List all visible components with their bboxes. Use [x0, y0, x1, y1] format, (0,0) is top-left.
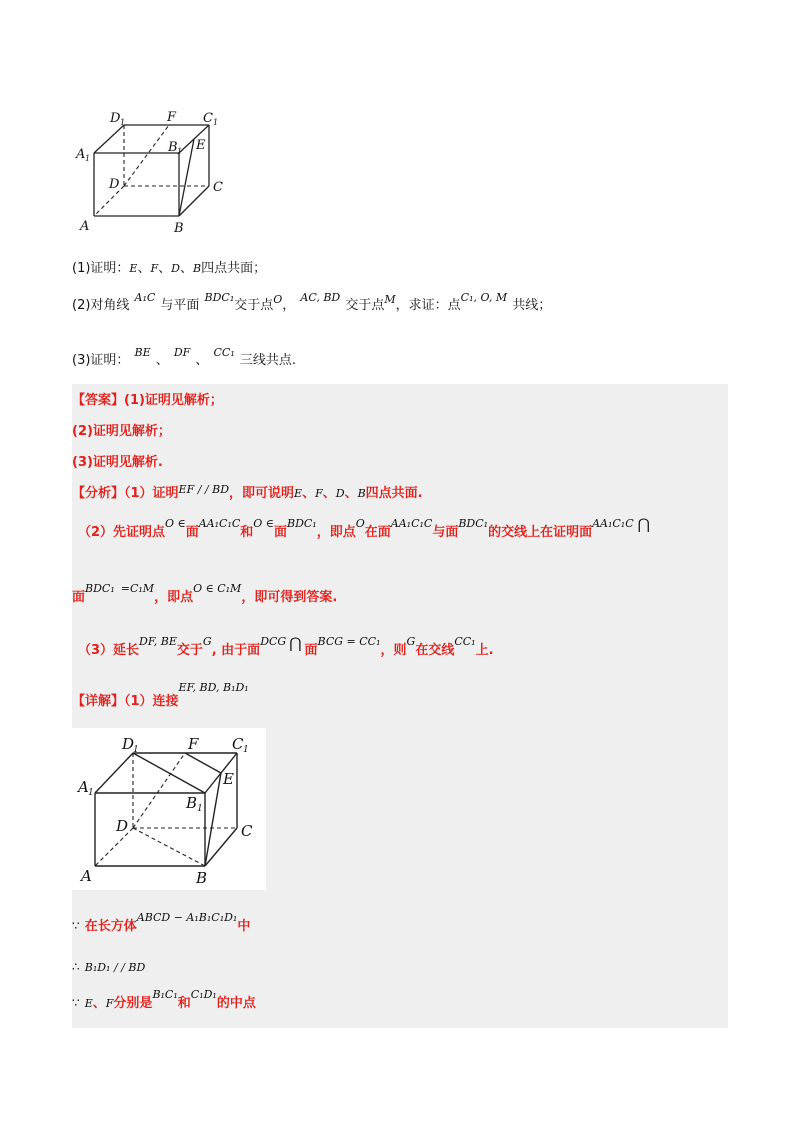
q3-prefix: (3)证明： [72, 353, 130, 368]
fig2-label-C1-sub: 1 [243, 745, 249, 755]
analysis2-p2: BDC₁ [286, 517, 317, 530]
analysis3-g2: G [406, 635, 416, 648]
analysis2-cap: ⋂ [637, 515, 650, 533]
answer-line-2: (2)证明见解析； [72, 424, 171, 439]
step-2 [72, 956, 145, 975]
fig2-label-D1: D [122, 735, 135, 753]
figure-cuboid-2 [72, 728, 266, 890]
analysis3-p2: BCG = CC₁ [317, 635, 381, 648]
step3-c: 的中点 [216, 996, 256, 1011]
analysis2-o3: O [355, 517, 365, 530]
detail-label: 【详解】（1）连接 [72, 694, 179, 709]
analysis3-cc: CC₁ [454, 635, 476, 648]
question-3 [72, 346, 296, 368]
label-A1-sub: 1 [85, 154, 91, 163]
q2-mid2: 交于点 [234, 298, 274, 313]
label-F: F [167, 110, 177, 125]
label-B1-sub: 1 [177, 147, 183, 156]
analysis3-f: 在交线 [415, 643, 455, 658]
q2-comma: ， [282, 298, 296, 313]
fig2-label-B: B [196, 869, 208, 887]
fig2-label-F: F [188, 735, 199, 753]
step-3 [72, 988, 256, 1011]
fig2-label-A: A [81, 867, 92, 885]
q1-f: F [150, 262, 159, 275]
q2-diag: A₁C [134, 291, 156, 304]
analysis2-g: 与面 [432, 525, 459, 540]
q1-sep: 、 [158, 261, 172, 276]
q1-b: B [192, 262, 202, 275]
q1-d: D [171, 262, 180, 275]
q2-m: M [384, 293, 396, 306]
analysis2-b: 面 [185, 525, 199, 540]
analysis2-c: 和 [240, 525, 254, 540]
analysis2-a: （2）先证明点 [78, 525, 166, 540]
q2-prefix: (2)对角线 [72, 298, 130, 313]
detail-lines: EF, BD, B₁D₁ [178, 681, 249, 694]
analysis-3 [78, 634, 494, 658]
q1-sep: 、 [179, 261, 193, 276]
q1-e: E [129, 262, 138, 275]
analysis2-h: 的交线上在证明面 [488, 525, 593, 540]
analysis3-cap: ⋂ [289, 634, 302, 652]
q2-pts: C₁, O, M [460, 291, 508, 304]
q2-mid4: ，求证：点 [395, 298, 461, 313]
q3-suffix: 三线共点. [239, 353, 296, 368]
q1-suffix: 四点共面； [201, 261, 267, 276]
q2-plane: BDC₁ [204, 291, 235, 304]
analysis3-b: 交于 [176, 643, 203, 658]
q3-df: DF [173, 346, 191, 359]
answer-line-1: 【答案】(1)证明见解析； [72, 393, 223, 408]
analysis3-g1: G [202, 635, 212, 648]
q2-mid1: 与平面 [160, 298, 200, 313]
label-A: A [80, 219, 90, 234]
step-1 [72, 911, 251, 934]
label-E: E [196, 138, 206, 153]
fig2-label-A1-sub: 1 [88, 788, 94, 798]
step1-a: 在长方体 [84, 919, 137, 934]
analysis3-e: ，则 [380, 643, 407, 658]
analysis2b-a: 面 [72, 590, 86, 605]
label-C1-sub: 1 [213, 118, 219, 127]
because-symbol: ∵ [72, 919, 80, 933]
analysis1-ef: EF / / BD [178, 483, 230, 496]
q3-sep: 、 [155, 353, 169, 368]
analysis-2 [78, 515, 650, 540]
analysis1-mid: ，即可说明 [229, 486, 295, 501]
analysis2-p3: AA₁C₁C [390, 517, 433, 530]
fig2-label-D1-sub: 1 [133, 745, 139, 755]
analysis1-label: 【分析】（1）证明 [72, 486, 179, 501]
q1-prefix: (1)证明： [72, 261, 130, 276]
because-symbol: ∵ [72, 996, 80, 1010]
label-B1: B [168, 140, 178, 155]
q2-o: O [273, 293, 283, 306]
figure-cuboid-1 [72, 106, 242, 236]
analysis3-a: （3）延长 [78, 643, 140, 658]
q2-lines: AC, BD [300, 291, 341, 304]
q2-mid3: 交于点 [345, 298, 385, 313]
q3-be: BE [134, 346, 151, 359]
fig2-label-C1: C [232, 735, 244, 753]
q3-cc: CC₁ [213, 346, 235, 359]
label-D1: D [110, 111, 121, 126]
label-D1-sub: 1 [120, 118, 126, 127]
analysis1-b: B [357, 487, 366, 500]
analysis3-c: , 由于面 [211, 643, 261, 658]
analysis2b-eq: =C₁M [120, 582, 155, 595]
analysis2b-stmt: O ∈ C₁M [193, 582, 242, 595]
analysis2b-p: BDC₁ [85, 582, 115, 595]
analysis2-p4: BDC₁ [458, 517, 489, 530]
analysis3-p1: DCG [260, 635, 287, 648]
step3-b: 和 [177, 996, 191, 1011]
q1-sep: 、 [137, 261, 151, 276]
detail-1 [72, 681, 249, 709]
label-A1: A [76, 147, 86, 162]
fig2-label-B1-sub: 1 [197, 804, 203, 814]
analysis2b-c: ，即可得到答案. [241, 590, 338, 605]
analysis-2b [72, 582, 338, 605]
analysis3-lines: DF, BE [139, 635, 177, 648]
label-C1: C [203, 111, 213, 126]
q2-suffix: 共线； [512, 298, 552, 313]
fig2-label-A1: A [78, 778, 89, 796]
analysis3-d: 面 [304, 643, 318, 658]
label-D: D [109, 177, 120, 192]
therefore-symbol: ∴ [72, 960, 80, 974]
step2-stmt: B₁D₁ / / BD [84, 961, 146, 974]
step3-a: 分别是 [113, 996, 153, 1011]
question-1 [72, 257, 266, 276]
step1-b: 中 [237, 919, 251, 934]
step1-box: ABCD − A₁B₁C₁D₁ [136, 911, 238, 924]
answer-line-3: (3)证明见解析. [72, 455, 163, 470]
analysis2-p5: AA₁C₁C [592, 517, 634, 530]
question-2 [72, 291, 552, 313]
analysis1-sep: 、 [302, 486, 316, 501]
analysis2-e: ，即点 [316, 525, 356, 540]
label-C: C [213, 180, 223, 195]
analysis1-f: F [315, 487, 323, 500]
step3-s1: B₁C₁ [152, 988, 178, 1001]
analysis2b-b: ，即点 [154, 590, 194, 605]
analysis1-sep: 、 [344, 486, 358, 501]
analysis1-e: E [294, 487, 303, 500]
analysis2-f: 在面 [364, 525, 391, 540]
analysis2-o1: O ∈ [165, 517, 186, 530]
analysis2-o2: O ∈ [253, 517, 274, 530]
fig2-label-C: C [241, 822, 253, 840]
analysis1-suffix: 四点共面. [365, 486, 423, 501]
analysis1-sep: 、 [322, 486, 336, 501]
analysis2-p1: AA₁C₁C [198, 517, 241, 530]
fig2-label-E: E [223, 770, 234, 788]
fig2-label-D: D [116, 817, 129, 835]
label-B: B [174, 221, 184, 236]
fig2-label-B1: B [186, 794, 198, 812]
step3-f: F [105, 997, 114, 1010]
step3-e: E [84, 997, 93, 1010]
analysis3-g: 上. [475, 643, 494, 658]
step3-sep: 、 [92, 996, 106, 1011]
q3-sep: 、 [195, 353, 209, 368]
analysis2-d: 面 [273, 525, 287, 540]
analysis1-d: D [335, 487, 345, 500]
step3-s2: C₁D₁ [190, 988, 217, 1001]
analysis-1 [72, 482, 423, 501]
